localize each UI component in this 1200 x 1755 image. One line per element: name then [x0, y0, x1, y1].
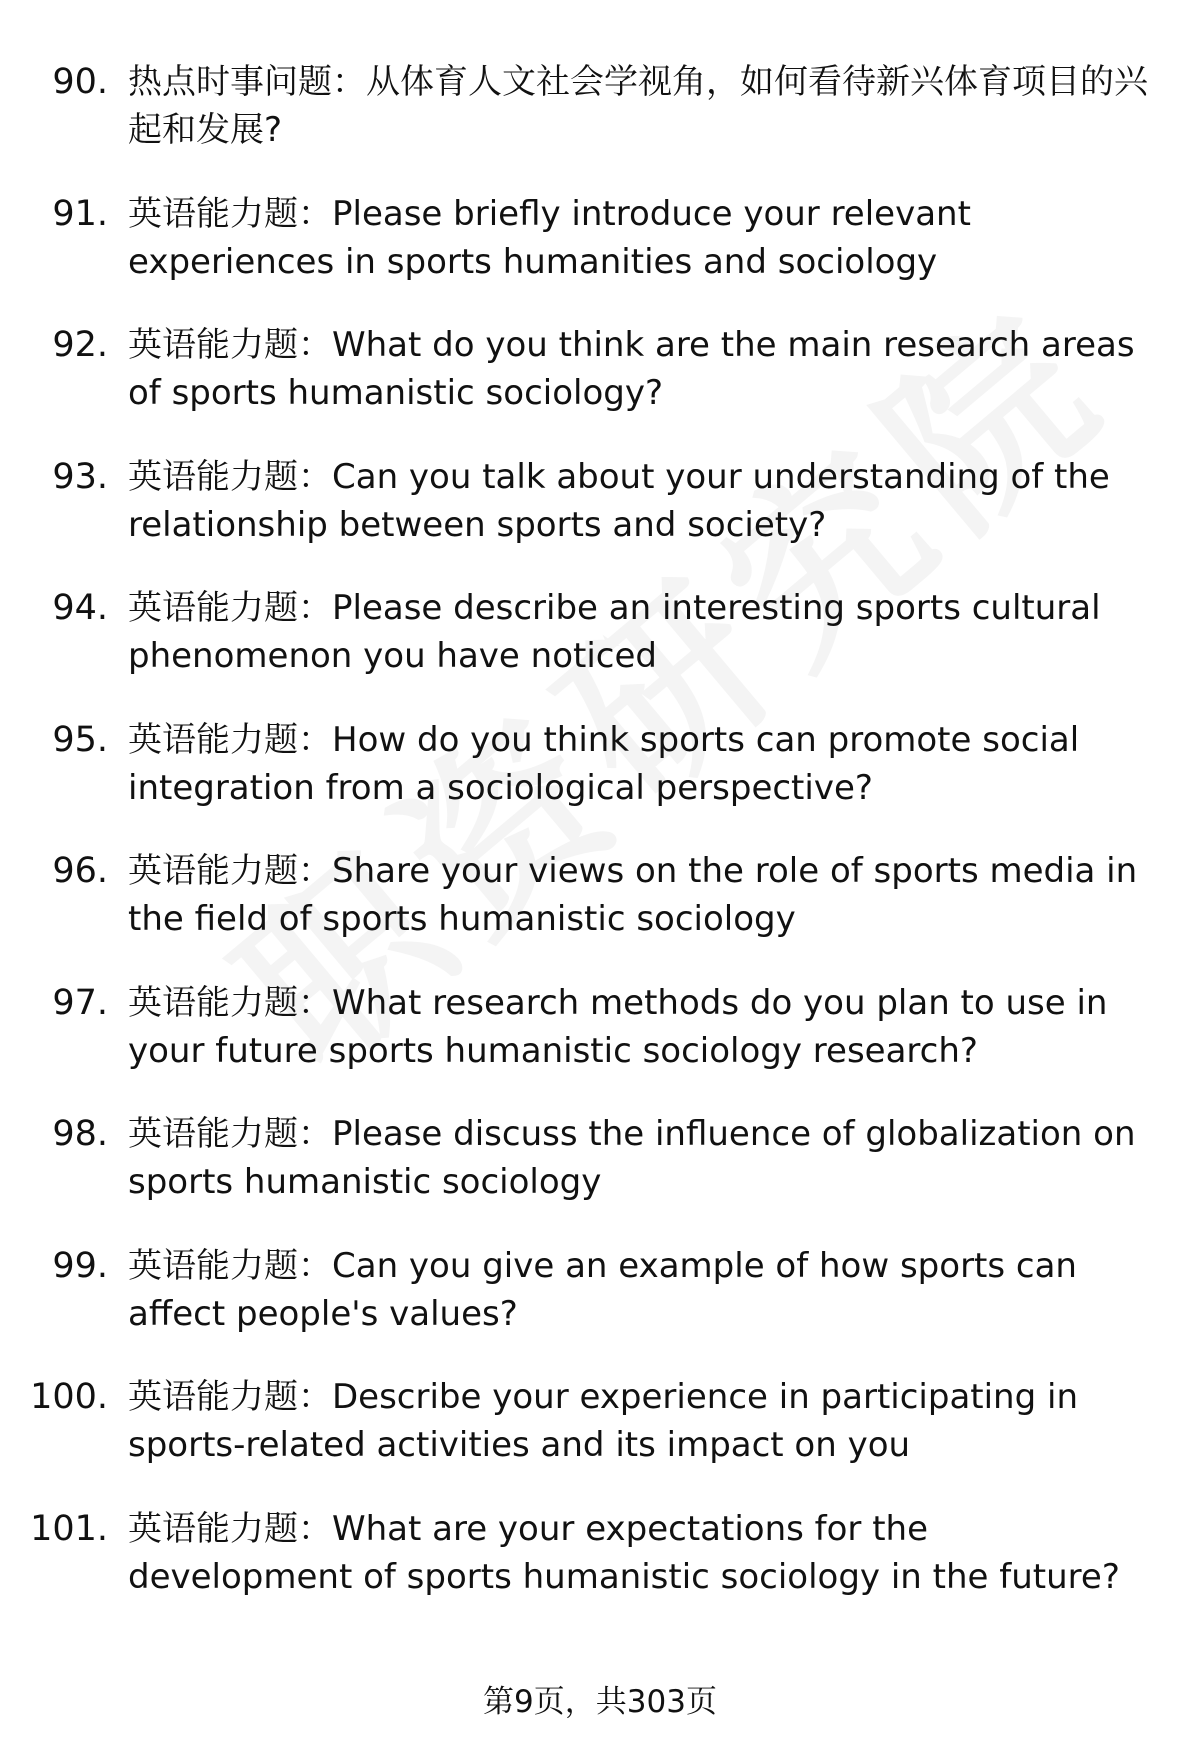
question-text: 英语能力题：What research methods do you plan to use in your future sports humanistic sociology research? [128, 982, 1108, 1071]
question-list [0, 58, 1200, 1636]
question-text: 热点时事问题：从体育人文社会学视角，如何看待新兴体育项目的兴起和发展? [128, 62, 1148, 150]
question-item [0, 584, 1200, 716]
question-item [0, 1110, 1200, 1242]
question-item [0, 1373, 1200, 1505]
question-number: 98. [52, 1114, 108, 1154]
question-number: 93. [52, 456, 108, 497]
page-number-footer: 第9页，共303页 [483, 1684, 717, 1720]
question-number: 100. [30, 1377, 108, 1417]
question-text: 英语能力题：Share your views on the role of sports media in the field of sports humanistic sociology [128, 851, 1138, 939]
question-text: 英语能力题：Please discuss the influence of globalization on sports humanistic sociology [128, 1114, 1136, 1202]
question-text: 英语能力题：How do you think sports can promote social integration from a sociological perspective? [128, 719, 1080, 808]
question-text: 英语能力题：Please briefly introduce your relevant experiences in sports humanities and sociology [128, 193, 971, 282]
question-text: 英语能力题：What do you think are the main research areas of sports humanistic sociology? [128, 325, 1135, 413]
question-text: 英语能力题：What are your expectations for the development of sports humanistic sociology in the future? [128, 1508, 1120, 1597]
question-item [0, 1505, 1200, 1637]
question-item [0, 979, 1200, 1111]
question-number: 90. [52, 62, 108, 102]
question-number: 92. [52, 325, 108, 365]
question-number: 94. [52, 588, 108, 628]
question-text: 英语能力题：Can you give an example of how sports can affect people's values? [128, 1245, 1077, 1334]
question-number: 95. [52, 719, 108, 760]
question-number: 91. [52, 193, 108, 234]
question-number: 101. [30, 1508, 108, 1549]
question-item [0, 190, 1200, 322]
question-text: 英语能力题：Please describe an interesting sports cultural phenomenon you have noticed [128, 588, 1101, 676]
question-item [0, 321, 1200, 453]
question-text: 英语能力题：Describe your experience in participating in sports-related activities and its impact on you [128, 1377, 1078, 1465]
question-text: 英语能力题：Can you talk about your understanding of the relationship between sports and society? [128, 456, 1110, 545]
question-item [0, 58, 1200, 190]
question-item [0, 716, 1200, 848]
question-item [0, 1242, 1200, 1374]
question-number: 96. [52, 851, 108, 891]
question-item [0, 847, 1200, 979]
question-number: 97. [52, 982, 108, 1023]
question-number: 99. [52, 1245, 108, 1286]
question-item [0, 453, 1200, 585]
